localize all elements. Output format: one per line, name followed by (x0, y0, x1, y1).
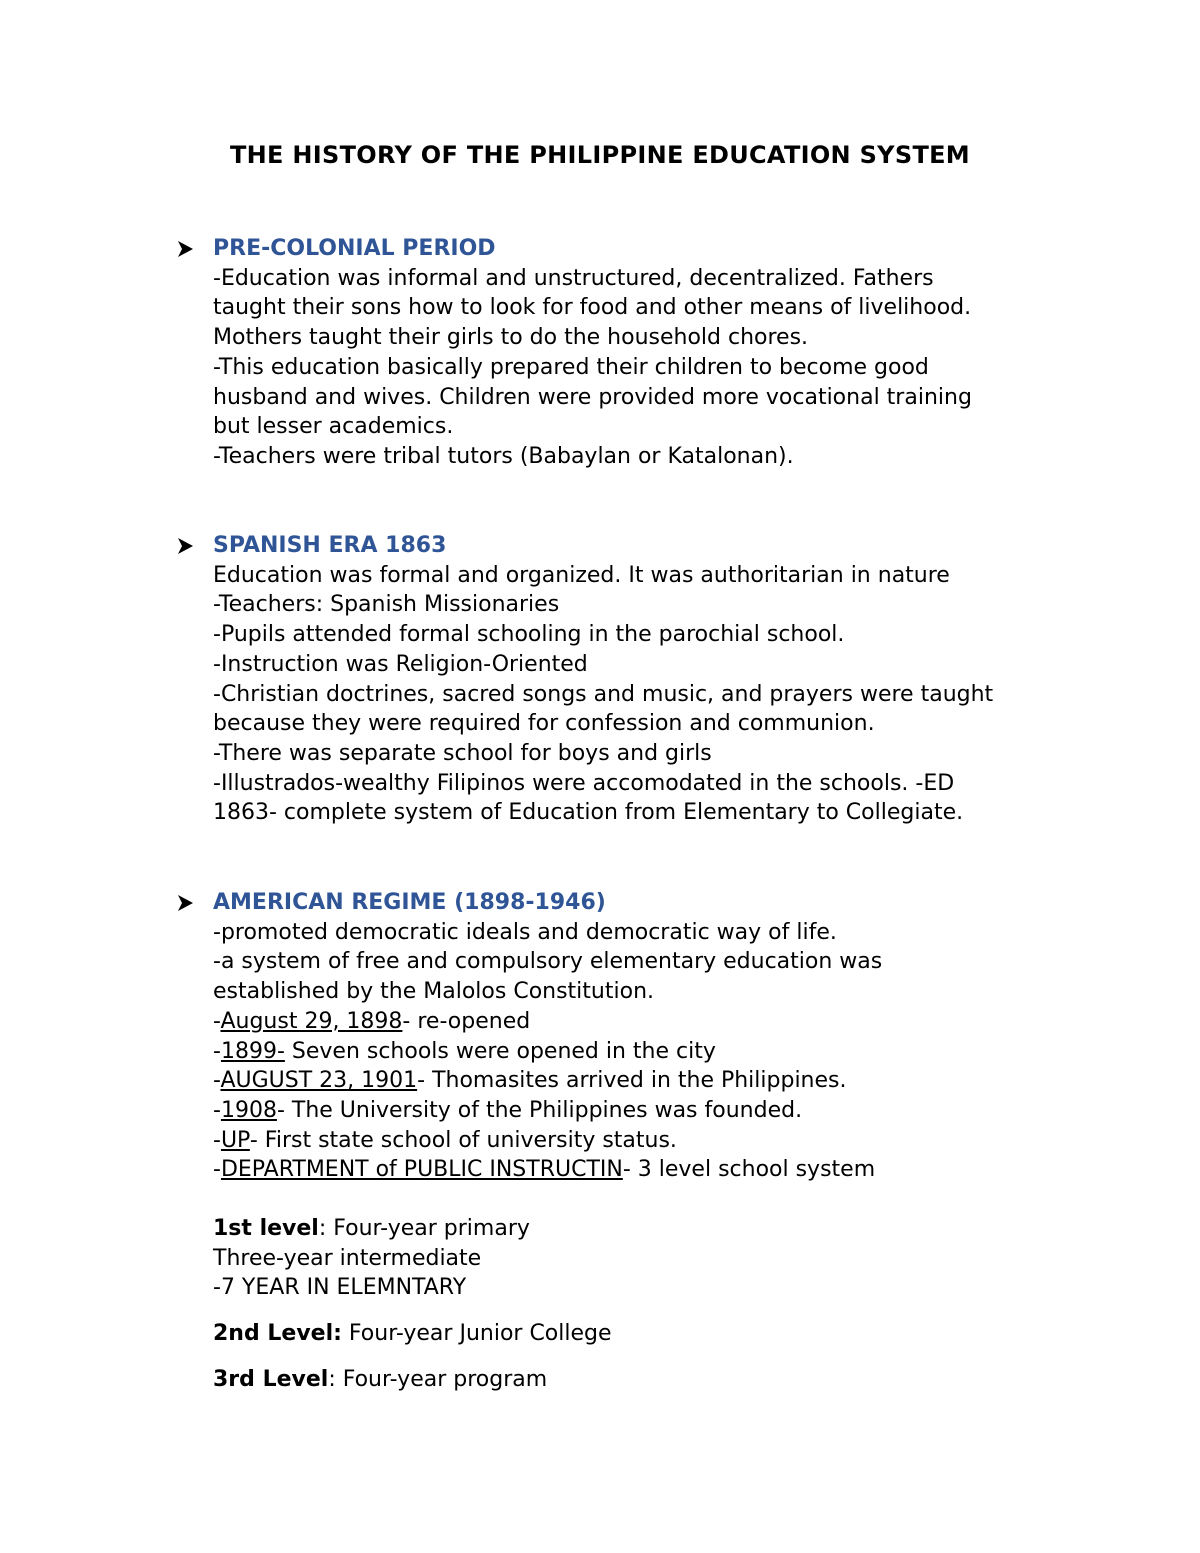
event-line (213, 1096, 1076, 1126)
text-line: -7 YEAR IN ELEMNTARY (213, 1275, 467, 1301)
text-line: -Instruction was Religion-Oriented (213, 651, 588, 677)
arrow-bullet-icon (176, 239, 196, 259)
event-line (213, 1007, 1076, 1037)
event-prefix: - (213, 1127, 221, 1153)
event-text: - The University of the Philippines was founded. (276, 1097, 803, 1123)
page-title: THE HISTORY OF THE PHILIPPINE EDUCATION SYSTEM (230, 141, 970, 169)
text-line: -a system of free and compulsory elementary education was (213, 949, 883, 975)
text-line: Mothers taught their girls to do the household chores. (213, 325, 809, 351)
text-line: -Pupils attended formal schooling in the parochial school. (213, 622, 845, 648)
level-text: : Four-year program (328, 1366, 548, 1392)
text-line: -Teachers were tribal tutors (Babaylan or Katalonan). (213, 443, 794, 469)
event-line (213, 1126, 1076, 1156)
text-line: because they were required for confession and communion. (213, 711, 875, 737)
level-label: 3rd Level (213, 1366, 329, 1392)
event-text: - Thomasites arrived in the Philippines. (417, 1068, 847, 1094)
text-line: -Teachers: Spanish Missionaries (213, 592, 560, 618)
event-text: Seven schools were opened in the city (284, 1038, 716, 1064)
text-line: -Illustrados-wealthy Filipinos were accomodated in the schools. -ED (213, 770, 955, 796)
level-text: Four-year Junior College (341, 1321, 612, 1347)
level-label: 2nd Level: (213, 1321, 342, 1347)
event-prefix: - (213, 1097, 221, 1123)
event-prefix: - (213, 1157, 221, 1183)
event-term: AUGUST 23, 1901 (220, 1068, 418, 1094)
event-term: UP (220, 1127, 250, 1153)
text-line: -Christian doctrines, sacred songs and music, and prayers were taught (213, 681, 994, 707)
text-line: but lesser academics. (213, 414, 454, 440)
event-prefix: - (213, 1008, 221, 1034)
arrow-bullet-icon (176, 893, 196, 913)
spacer (213, 1349, 1076, 1365)
event-prefix: - (213, 1038, 221, 1064)
level-1-line (213, 1214, 1076, 1244)
section-heading: SPANISH ERA 1863 (213, 533, 447, 558)
arrow-bullet-icon (176, 536, 196, 556)
text-line: -promoted democratic ideals and democratic way of life. (213, 919, 837, 945)
event-text: - re-opened (402, 1008, 531, 1034)
section-spanish (176, 531, 1076, 828)
text-line: -Education was informal and unstructured, decentralized. Fathers (213, 265, 934, 291)
event-term: 1899- (220, 1038, 285, 1064)
event-text: - 3 level school system (622, 1157, 876, 1183)
section-precolonial (176, 234, 1076, 472)
level-text: : Four-year primary (318, 1216, 530, 1242)
event-term: 1908 (220, 1097, 277, 1123)
event-prefix: - (213, 1068, 221, 1094)
text-line: -There was separate school for boys and girls (213, 740, 712, 766)
event-text: - First state school of university status. (249, 1127, 677, 1153)
text-line: 1863- complete system of Education from Elementary to Collegiate. (213, 800, 964, 826)
spacer (213, 1185, 1076, 1214)
text-line: husband and wives. Children were provided more vocational training (213, 384, 972, 410)
text-line: -This education basically prepared their children to become good (213, 354, 929, 380)
section-american (176, 888, 1076, 1395)
text-line: Education was formal and organized. It was authoritarian in nature (213, 562, 950, 588)
level-3-line (213, 1365, 1076, 1395)
event-line (213, 1037, 1076, 1067)
event-term: DEPARTMENT of PUBLIC INSTRUCTIN (220, 1157, 623, 1183)
event-line (213, 1155, 1076, 1185)
event-term: August 29, 1898 (220, 1008, 403, 1034)
event-line (213, 1066, 1076, 1096)
spacer (213, 1303, 1076, 1319)
text-line: Three-year intermediate (213, 1245, 482, 1271)
text-line: established by the Malolos Constitution. (213, 979, 654, 1005)
section-heading: PRE-COLONIAL PERIOD (213, 236, 496, 261)
level-2-line (213, 1319, 1076, 1349)
level-label: 1st level (213, 1216, 319, 1242)
section-heading: AMERICAN REGIME (1898-1946) (213, 890, 606, 915)
text-line: taught their sons how to look for food and other means of livelihood. (213, 295, 972, 321)
